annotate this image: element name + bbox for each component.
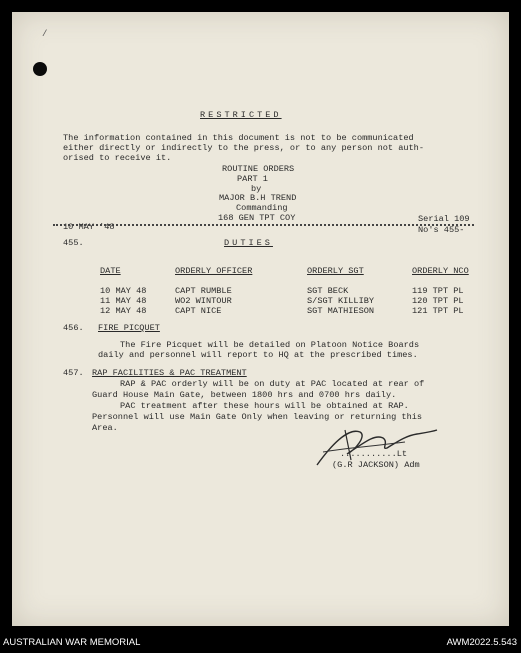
fire-line-2: daily and personnel will report to HQ at the prescribed times. — [98, 350, 418, 360]
orders-commanding: Commanding — [236, 203, 288, 213]
signature-name: (G.R JACKSON) Adm — [332, 460, 420, 470]
restricted-heading: RESTRICTED — [200, 110, 282, 120]
punch-hole — [33, 62, 47, 76]
fire-number: 456. — [63, 323, 84, 333]
document-page — [12, 12, 509, 626]
column-header-date: DATE — [100, 266, 121, 276]
orders-title: ROUTINE ORDERS — [222, 164, 295, 174]
signature-rank: ...........Lt — [340, 449, 408, 459]
row-date: 12 MAY 48 — [100, 306, 147, 316]
notice-line-2: either directly or indirectly to the press, or to any person not auth- — [63, 143, 424, 153]
footer-bar — [0, 634, 521, 653]
row-sgt: S/SGT KILLIBY — [307, 296, 375, 306]
footer-accession-number: AWM2022.5.543 — [446, 637, 517, 648]
document-date: 10 MAY '48 — [63, 222, 115, 232]
serial-number: Serial 109 — [418, 214, 470, 224]
rap-title: RAP FACILITIES & PAC TREATMENT — [92, 368, 247, 378]
orders-by: by — [251, 184, 262, 194]
duties-number: 455. — [63, 238, 84, 248]
column-header-sgt: ORDERLY SGT — [307, 266, 364, 276]
orders-unit: 168 GEN TPT COY — [218, 213, 296, 223]
footer-source: AUSTRALIAN WAR MEMORIAL — [3, 637, 141, 648]
notice-line-3: orised to receive it. — [63, 153, 172, 163]
row-nco: 120 TPT PL — [412, 296, 464, 306]
row-date: 11 MAY 48 — [100, 296, 147, 306]
order-numbers: No's 455- — [418, 225, 465, 235]
rap-line-2: Guard House Main Gate, between 1800 hrs and 0700 hrs daily. — [92, 390, 397, 400]
orders-commander: MAJOR B.H TREND — [219, 193, 297, 203]
rap-line-4: Personnel will use Main Gate Only when leaving or returning this — [92, 412, 423, 422]
row-date: 10 MAY 48 — [100, 286, 147, 296]
rap-line-1: RAP & PAC orderly will be on duty at PAC located at rear of — [120, 379, 425, 389]
row-officer: CAPT NICE — [175, 306, 222, 316]
fire-title: FIRE PICQUET — [98, 323, 160, 333]
row-nco: 121 TPT PL — [412, 306, 464, 316]
row-sgt: SGT BECK — [307, 286, 349, 296]
notice-line-1: The information contained in this document is not to be communicated — [63, 133, 414, 143]
column-header-officer: ORDERLY OFFICER — [175, 266, 253, 276]
row-sgt: SGT MATHIESON — [307, 306, 375, 316]
row-nco: 119 TPT PL — [412, 286, 464, 296]
separator-line — [53, 224, 474, 226]
row-officer: CAPT RUMBLE — [175, 286, 232, 296]
rap-number: 457. — [63, 368, 84, 378]
duties-title: DUTIES — [224, 238, 273, 248]
rap-line-5: Area. — [92, 423, 118, 433]
orders-part: PART 1 — [237, 174, 268, 184]
pencil-mark: / — [42, 29, 48, 39]
rap-line-3: PAC treatment after these hours will be obtained at RAP. — [120, 401, 409, 411]
fire-line-1: The Fire Picquet will be detailed on Platoon Notice Boards — [120, 340, 420, 350]
column-header-nco: ORDERLY NCO — [412, 266, 469, 276]
row-officer: WO2 WINTOUR — [175, 296, 232, 306]
